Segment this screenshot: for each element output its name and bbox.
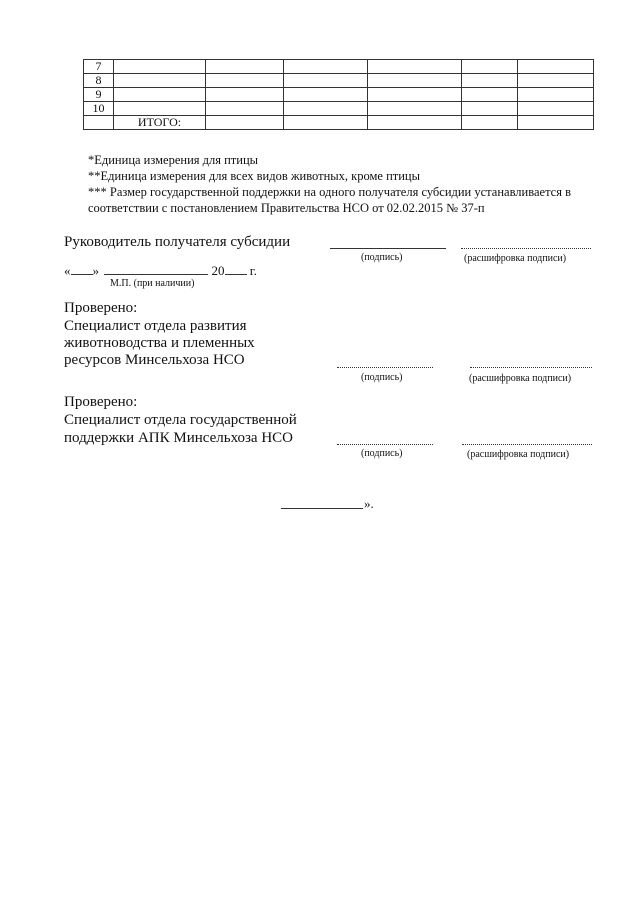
sign-label: (подпись) (361, 252, 403, 263)
footnote-3: *** Размер государственной поддержки на одного получателя субсидии устанавливается в (88, 185, 572, 199)
table-row (84, 88, 594, 102)
date-field (64, 263, 257, 279)
sign-line (337, 444, 433, 445)
decode-label: (расшифровка подписи) (464, 253, 567, 264)
decode-line (462, 444, 592, 445)
sign-label: (подпись) (361, 372, 403, 383)
decode-label: (расшифровка подписи) (467, 449, 570, 460)
footnote-1: *Единица измерения для птицы (88, 153, 259, 167)
sign-line (337, 367, 433, 368)
month-blank (104, 274, 208, 275)
date-close-quote: » (92, 263, 99, 278)
row-number: 7 (84, 60, 114, 74)
decode-line (461, 248, 591, 249)
sign-line (330, 248, 446, 249)
total-row (84, 116, 594, 130)
table-row (84, 74, 594, 88)
total-label: ИТОГО: (114, 116, 206, 130)
footnote-3-cont: соответствии с постановлением Правительства НСО от 02.02.2015 № 37-п (88, 201, 485, 215)
check1-title: Проверено: (64, 300, 138, 316)
decode-line (470, 367, 592, 368)
day-blank (71, 274, 93, 275)
check1-line-1: Специалист отдела развития (64, 318, 247, 334)
check1-line-3: ресурсов Минсельхоза НСО (64, 352, 245, 368)
row-number: 9 (84, 88, 114, 102)
decode-label: (расшифровка подписи) (469, 373, 572, 384)
year-blank (225, 274, 247, 275)
row-number: 10 (84, 102, 114, 116)
head-title: Руководитель получателя субсидии (64, 234, 291, 250)
check2-line-2: поддержки АПК Минсельхоза НСО (64, 430, 294, 446)
subsidy-table (83, 59, 594, 130)
closing-quote: ». (364, 496, 374, 511)
footnote-2: **Единица измерения для всех видов животных, кроме птицы (88, 169, 421, 183)
check2-title: Проверено: (64, 394, 138, 410)
sign-label: (подпись) (361, 448, 403, 459)
table-row (84, 60, 594, 74)
check2-line-1: Специалист отдела государственной (64, 412, 297, 428)
date-open-quote: « (64, 263, 71, 278)
closing-line (281, 508, 363, 509)
check1-line-2: животноводства и племенных (64, 335, 255, 351)
year-suffix: г. (249, 263, 257, 278)
row-number: 8 (84, 74, 114, 88)
year-prefix: 20 (211, 263, 225, 278)
stamp-label: М.П. (при наличии) (110, 278, 195, 289)
table-row (84, 102, 594, 116)
